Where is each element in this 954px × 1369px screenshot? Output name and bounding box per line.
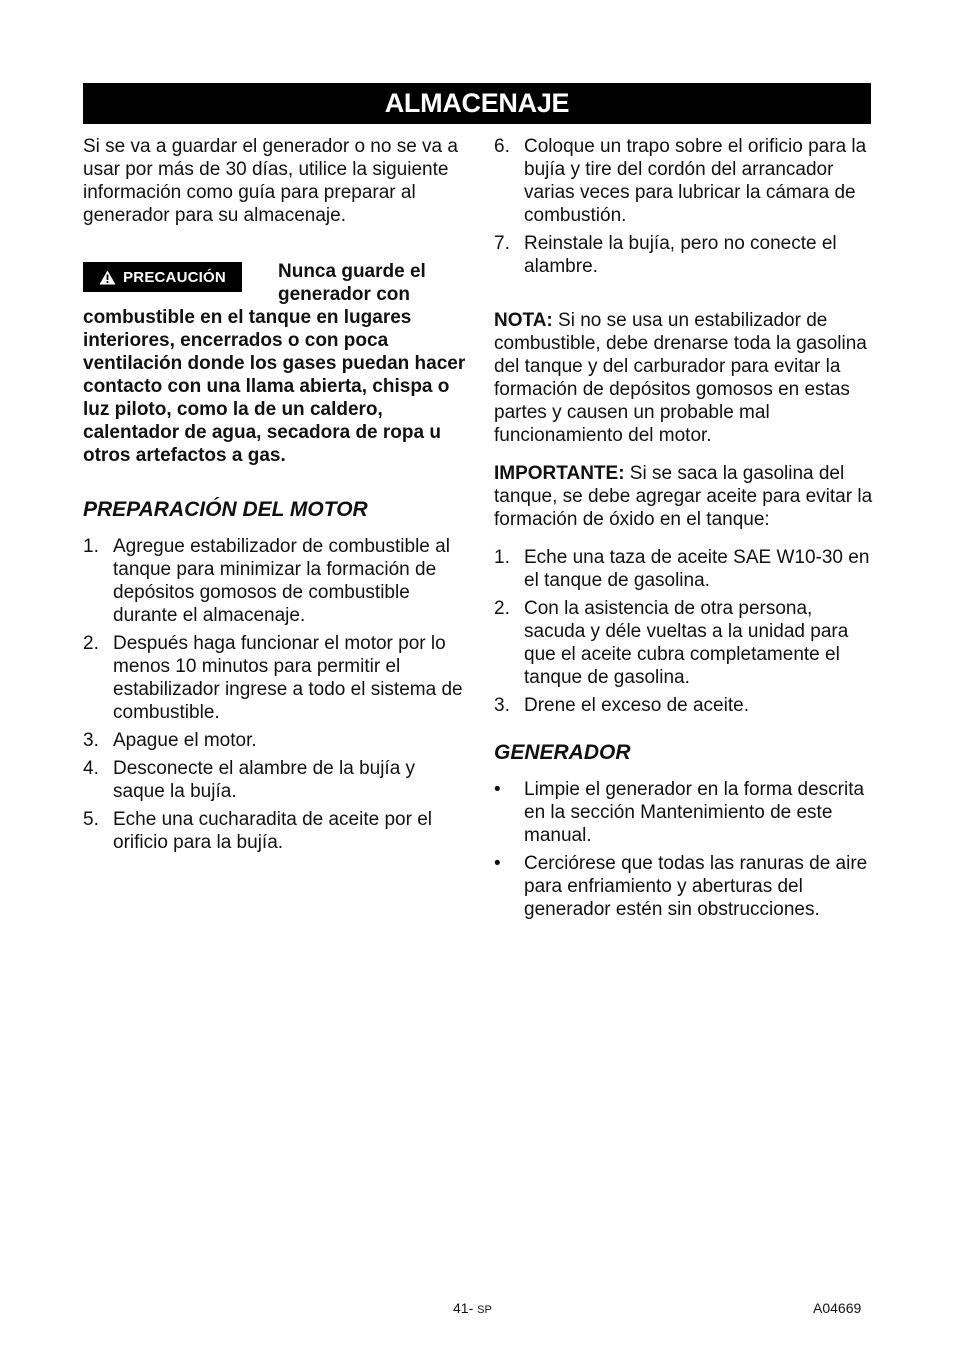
caution-block [83, 260, 469, 467]
oil-steps [494, 546, 874, 717]
important-paragraph [494, 462, 874, 531]
intro-paragraph: Si se va a guardar el generador o no se va a usar por más de 30 días, utilice la siguiente información como guía para preparar al generador para su almacenaje. [83, 136, 458, 226]
section-title-engine-prep: PREPARACIÓN DEL MOTOR [83, 498, 368, 521]
list-item-marker: 4. [83, 758, 99, 779]
list-item-marker: 6. [494, 136, 510, 157]
bullet-item-marker: • [494, 853, 501, 874]
note-text: Si no se usa un estabilizador de combustible, debe drenarse toda la gasolina del tanque y del carburador para evitar la formación de depósitos gomosos en estas partes y causen un probable mal funcionamiento del motor. [494, 310, 867, 446]
list-item [494, 135, 874, 227]
caution-text: Nunca guarde el generador con combustible en el tanque en lugares interiores, encerrados o con poca ventilación donde los gases puedan hacer contacto con una llama abierta, chispa o luz piloto, como la de un caldero, calentador de agua, secadora de ropa u otros artefactos a gas. [83, 261, 466, 466]
document-code: A04669 [813, 1300, 862, 1316]
page-number-value: 41- [453, 1300, 474, 1316]
list-item-text: Desconecte el alambre de la bujía y saque la bujía. [113, 758, 416, 802]
list-item-marker: 1. [494, 547, 510, 568]
caution-label: PRECAUCIÓN [123, 268, 226, 286]
list-item [494, 694, 874, 717]
list-item-text: Con la asistencia de otra persona, sacuda y déle vueltas a la unidad para que el aceite cubra completamente el tanque de gasolina. [524, 598, 849, 688]
page-title: ALMACENAJE [83, 83, 871, 124]
bullet-item-text: Limpie el generador en la forma descrita en la sección Mantenimiento de este manual. [524, 779, 865, 846]
list-item [83, 632, 469, 724]
list-item-text: Eche una taza de aceite SAE W10-30 en el tanque de gasolina. [524, 547, 870, 591]
engine-prep-steps [83, 535, 469, 854]
page-language-suffix: SP [477, 1304, 492, 1316]
list-item-marker: 2. [83, 633, 99, 654]
list-item-text: Reinstale la bujía, pero no conecte el alambre. [524, 233, 837, 277]
list-item [83, 535, 469, 627]
list-item-text: Coloque un trapo sobre el orificio para la bujía y tire del cordón del arrancador varias veces para lubricar la cámara de combustión. [524, 136, 867, 226]
page-number [453, 1300, 492, 1316]
list-item [494, 232, 874, 278]
warning-triangle-icon [99, 270, 116, 285]
note-label: NOTA: [494, 310, 553, 331]
note-paragraph [494, 309, 874, 447]
list-item [83, 808, 469, 854]
list-item-marker: 2. [494, 598, 510, 619]
list-item-marker: 3. [83, 730, 99, 751]
list-item-marker: 3. [494, 695, 510, 716]
bullet-item [494, 852, 874, 921]
list-item [494, 546, 874, 592]
bullet-item [494, 778, 874, 847]
section-title-generator: GENERADOR [494, 741, 631, 764]
list-item [83, 757, 469, 803]
bullet-item-marker: • [494, 779, 501, 800]
generator-bullets [494, 778, 874, 921]
list-item-text: Apague el motor. [113, 730, 257, 751]
list-item-text: Agregue estabilizador de combustible al tanque para minimizar la formación de depósitos gomosos de combustible durante el almacenaje. [113, 536, 450, 626]
list-item-marker: 5. [83, 809, 99, 830]
list-item-text: Drene el exceso de aceite. [524, 695, 749, 716]
caution-badge [83, 262, 242, 292]
list-item-text: Después haga funcionar el motor por lo menos 10 minutos para permitir el estabilizador ingrese a todo el sistema de combustible. [113, 633, 463, 723]
important-label: IMPORTANTE: [494, 463, 625, 484]
left-column [83, 135, 469, 859]
list-item [494, 597, 874, 689]
list-item-text: Eche una cucharadita de aceite por el orificio para la bujía. [113, 809, 432, 853]
list-item [83, 729, 469, 752]
important-text: Si se saca la gasolina del tanque, se debe agregar aceite para evitar la formación de óxido en el tanque: [494, 463, 873, 530]
right-column [494, 135, 874, 926]
list-item-marker: 7. [494, 233, 510, 254]
bullet-item-text: Cerciórese que todas las ranuras de aire para enfriamiento y aberturas del generador estén sin obstrucciones. [524, 853, 868, 920]
list-item-marker: 1. [83, 536, 99, 557]
engine-prep-steps-continued [494, 135, 874, 278]
